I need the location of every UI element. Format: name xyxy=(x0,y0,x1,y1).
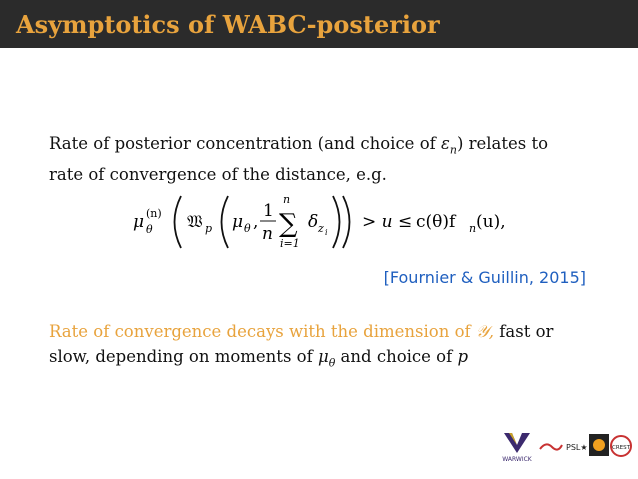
p1-text-a: Rate of posterior concentration (and choice of xyxy=(49,134,441,153)
inria-logo xyxy=(538,439,564,455)
paragraph-concentration xyxy=(49,131,589,187)
p2-text-a: fast or xyxy=(494,322,554,341)
inequality-formula xyxy=(0,184,638,264)
formula-gt-u: > u xyxy=(362,212,393,232)
citation: [Fournier & Guillin, 2015] xyxy=(383,268,586,287)
big-paren-left-inner xyxy=(222,196,229,248)
formula-one: 1 xyxy=(263,201,274,221)
p1-line2: rate of convergence of the distance, e.g. xyxy=(49,165,387,185)
big-paren-right-inner xyxy=(333,196,340,248)
formula-n-sup: (n) xyxy=(146,207,162,220)
logo-strip xyxy=(500,431,630,465)
p2-theta-sub: θ xyxy=(328,356,336,370)
warwick-logo-text: WARWICK xyxy=(502,456,532,463)
epsilon-symbol: ε xyxy=(440,134,450,153)
formula-rhs-tail: (u), xyxy=(476,212,506,232)
p2-mu: μ xyxy=(317,347,329,366)
slide-title: Asymptotics of WABC-posterior xyxy=(16,10,440,39)
sum-lower-limit: i=1 xyxy=(280,237,300,250)
dauphine-logo xyxy=(588,433,610,457)
formula-comma: , xyxy=(253,212,259,232)
p2-highlight: Rate of convergence decays with the dimension of xyxy=(49,322,476,341)
sum-upper-limit: n xyxy=(283,193,291,206)
formula-rhs-sub: n xyxy=(469,222,477,235)
formula-theta-sub: θ xyxy=(146,223,153,236)
p2-line2-a: slow, depending on moments of xyxy=(49,347,318,366)
formula-delta: δ xyxy=(308,212,319,232)
formula-i-subsub: i xyxy=(325,228,328,237)
formula-p-sub: p xyxy=(205,222,213,235)
formula-mu-theta: μ xyxy=(232,212,244,232)
crest-logo-text: CREST xyxy=(612,445,630,451)
big-paren-right-outer xyxy=(343,196,350,248)
big-paren-left-outer xyxy=(175,196,182,248)
formula-z-sub: z xyxy=(318,222,324,235)
crest-logo xyxy=(610,435,632,457)
psl-logo xyxy=(566,439,588,453)
psl-logo-text: PSL★ xyxy=(566,443,588,452)
formula-W: 𝔚 xyxy=(187,212,203,232)
paragraph-convergence xyxy=(49,319,589,375)
p2-line2-b: and choice of xyxy=(335,347,458,366)
formula-n-denominator: n xyxy=(262,224,273,244)
warwick-logo xyxy=(500,431,534,463)
p1-text-b: ) relates to xyxy=(456,134,549,153)
title-bar xyxy=(0,0,638,48)
epsilon-subscript: n xyxy=(449,143,457,157)
calY-symbol: 𝒴, xyxy=(475,322,495,341)
sum-symbol: ∑ xyxy=(279,209,298,239)
p2-p: p xyxy=(457,347,469,366)
formula-le: ≤ xyxy=(398,212,413,232)
formula-theta-sub2: θ xyxy=(244,222,251,235)
formula-rhs: c(θ)f xyxy=(416,212,456,232)
formula-mu: μ xyxy=(133,212,145,232)
